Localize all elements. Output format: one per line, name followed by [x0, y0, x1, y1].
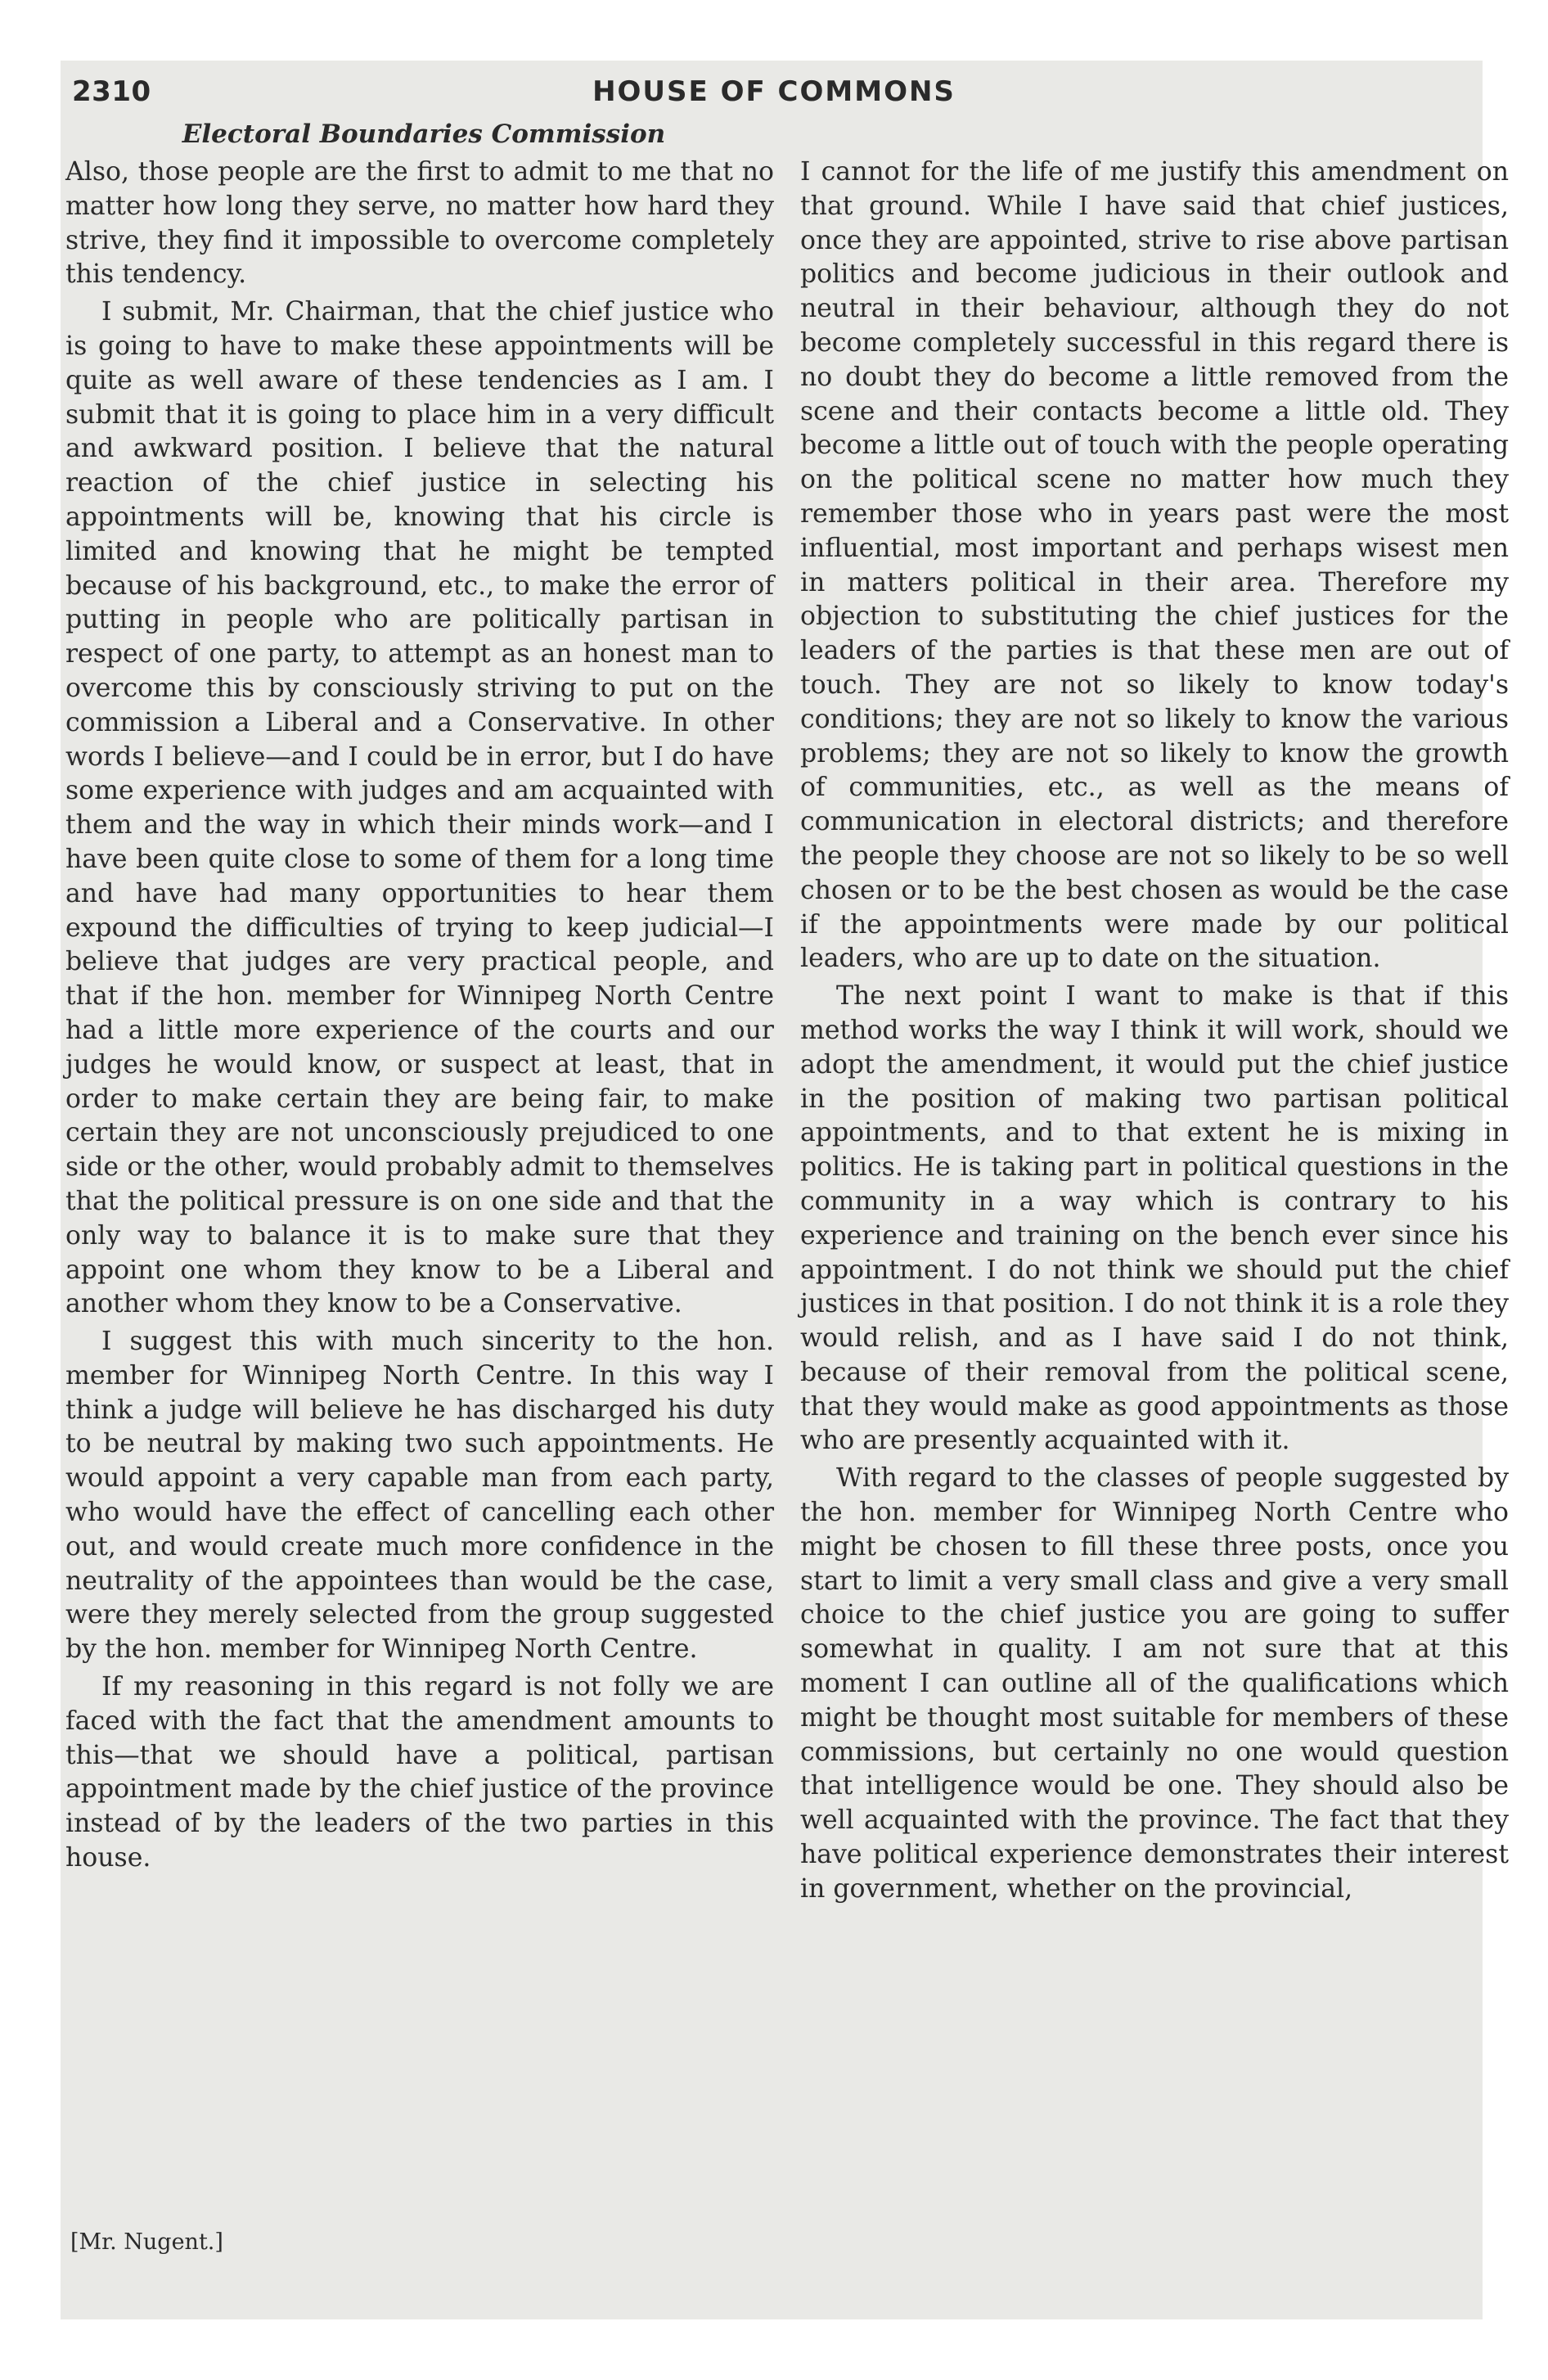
speaker-footnote: [Mr. Nugent.]: [70, 2229, 223, 2255]
page-number: 2310: [72, 75, 151, 108]
paragraph: I cannot for the life of me justify this amendment on that ground. While I have said that chief justices, once they are appointed, strive to rise above partisan politics and become judicious in their outlook and neutral in their behaviour, although they do not become completely successful in this regard there is no doubt they do become a little removed from the scene and their contacts become a little old. They become a little out of touch with the people operating on the political scene no matter how much they remember those who in years past were the most influential, most important and perhaps wisest men in matters political in their area. Therefore my objection to substituting the chief justices for the leaders of the parties is that these men are out of touch. They are not so likely to know today's conditions; they are not so likely to know the various problems; they are not so likely to know the growth of communities, etc., as well as the means of communication in electoral districts; and therefore the people they choose are not so likely to be so well chosen or to be the best chosen as would be the case if the appointments were made by our political leaders, who are up to date on the situation.: [800, 157, 1509, 974]
paragraph: Also, those people are the first to admit to me that no matter how long they serve, no matter how hard they strive, they find it impossible to overcome completely this tendency.: [65, 157, 774, 290]
right-column: [800, 156, 1509, 1910]
left-column: [65, 156, 774, 1879]
paragraph: If my reasoning in this regard is not folly we are faced with the fact that the amendment amounts to this—that we should have a political, partisan appointment made by the chief justice of the province instead of by the leaders of the two parties in this house.: [65, 1672, 774, 1873]
paragraph: The next point I want to make is that if this method works the way I think it will work, should we adopt the amendment, it would put the chief justice in the position of making two partisan political appointments, and to that extent he is mixing in politics. He is taking part in political questions in the community in a way which is contrary to his experience and training on the bench ever since his appointment. I do not think we should put the chief justices in that position. I do not think it is a role they would relish, and as I have said I do not think, because of their removal from the political scene, that they would make as good appointments as those who are presently acquainted with it.: [800, 981, 1509, 1456]
paragraph: I submit, Mr. Chairman, that the chief justice who is going to have to make these appointments will be quite as well aware of these tendencies as I am. I submit that it is going to place him in a very difficult and awkward position. I believe that the natural reaction of the chief justice in selecting his appointments will be, knowing that his circle is limited and knowing that he might be tempted because of his background, etc., to make the error of putting in people who are politically partisan in respect of one party, to attempt as an honest man to overcome this by consciously striving to put on the commission a Liberal and a Conservative. In other words I believe—and I could be in error, but I do have some experience with judges and am acquainted with them and the way in which their minds work—and I have been quite close to some of them for a long time and have had many opportunities to hear them expound the difficulties of trying to keep judicial—I believe that judges are very practical people, and that if the hon. member for Winnipeg North Centre had a little more experience of the courts and our judges he would know, or suspect at least, that in order to make certain they are being fair, to make certain they are not unconsciously prejudiced to one side or the other, would probably admit to themselves that the political pressure is on one side and that the only way to balance it is to make sure that they appoint one whom they know to be a Liberal and another whom they know to be a Conservative.: [65, 297, 774, 1319]
running-title: HOUSE OF COMMONS: [592, 75, 956, 108]
section-title: Electoral Boundaries Commission: [182, 119, 666, 149]
paragraph: With regard to the classes of people suggested by the hon. member for Winnipeg North Centre who might be chosen to fill these three posts, once you start to limit a very small class and give a very small choice to the chief justice you are going to suffer somewhat in quality. I am not sure that at this moment I can outline all of the qualifications which might be thought most suitable for members of these commissions, but certainly no one would question that intelligence would be one. They should also be well acquainted with the province. The fact that they have political experience demonstrates their interest in government, whether on the provincial,: [800, 1463, 1509, 1904]
paragraph: I suggest this with much sincerity to the hon. member for Winnipeg North Centre. In this way I think a judge will believe he has discharged his duty to be neutral by making two such appointments. He would appoint a very capable man from each party, who would have the effect of cancelling each other out, and would create much more confidence in the neutrality of the appointees than would be the case, were they merely selected from the group suggested by the hon. member for Winnipeg North Centre.: [65, 1327, 774, 1665]
